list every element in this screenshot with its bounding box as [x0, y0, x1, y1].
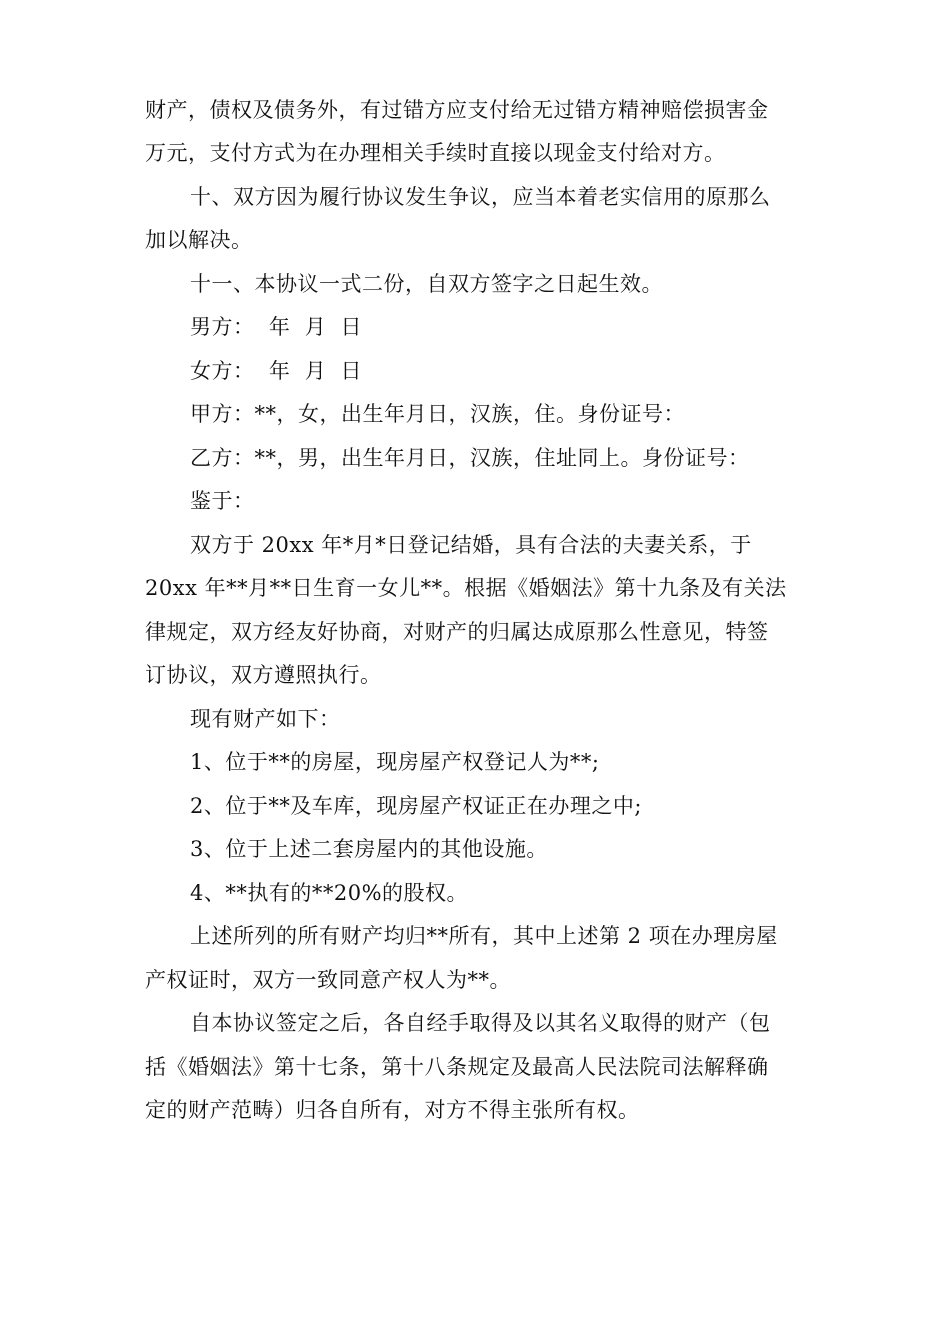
text-line: 万元，支付方式为在办理相关手续时直接以现金支付给对方。 [145, 141, 726, 165]
text-line: 鉴于： [190, 489, 255, 513]
text-line: 4、**执有的**20%的股权。 [190, 881, 469, 905]
text-line: 女方： 年 月 日 [190, 359, 363, 383]
text-line: 男方： 年 月 日 [190, 315, 363, 339]
text-line: 律规定，双方经友好协商，对财产的归属达成原那么性意见，特签 [145, 620, 769, 644]
text-line: 订协议，双方遵照执行。 [145, 663, 382, 687]
text-line: 现有财产如下： [190, 707, 341, 731]
text-line: 定的财产范畴）归各自所有，对方不得主张所有权。 [145, 1098, 640, 1122]
text-line: 加以解决。 [145, 228, 253, 252]
text-line: 2、位于**及车库，现房屋产权证正在办理之中; [190, 794, 642, 818]
text-line: 十一、本协议一式二份，自双方签字之日起生效。 [190, 272, 663, 296]
text-line: 1、位于**的房屋，现房屋产权登记人为**; [190, 750, 600, 774]
text-line: 括《婚姻法》第十七条，第十八条规定及最高人民法院司法解释确 [145, 1055, 769, 1079]
text-line: 产权证时，双方一致同意产权人为**。 [145, 968, 511, 992]
text-line: 十、双方因为履行协议发生争议，应当本着老实信用的原那么 [190, 185, 771, 209]
text-line: 财产，债权及债务外，有过错方应支付给无过错方精神赔偿损害金 [145, 98, 769, 122]
text-line: 3、位于上述二套房屋内的其他设施。 [190, 837, 548, 861]
text-line: 甲方：**，女，出生年月日，汉族，住。身份证号： [190, 402, 685, 426]
text-line: 乙方：**，男，出生年月日，汉族，住址同上。身份证号： [190, 446, 750, 470]
text-line: 20xx 年**月**日生育一女儿**。根据《婚姻法》第十九条及有关法 [145, 576, 787, 600]
text-line: 自本协议签定之后，各自经手取得及以其名义取得的财产（包 [190, 1011, 771, 1035]
text-line: 上述所列的所有财产均归**所有，其中上述第 2 项在办理房屋 [190, 924, 778, 948]
text-line: 双方于 20xx 年*月*日登记结婚，具有合法的夫妻关系，于 [190, 533, 752, 557]
